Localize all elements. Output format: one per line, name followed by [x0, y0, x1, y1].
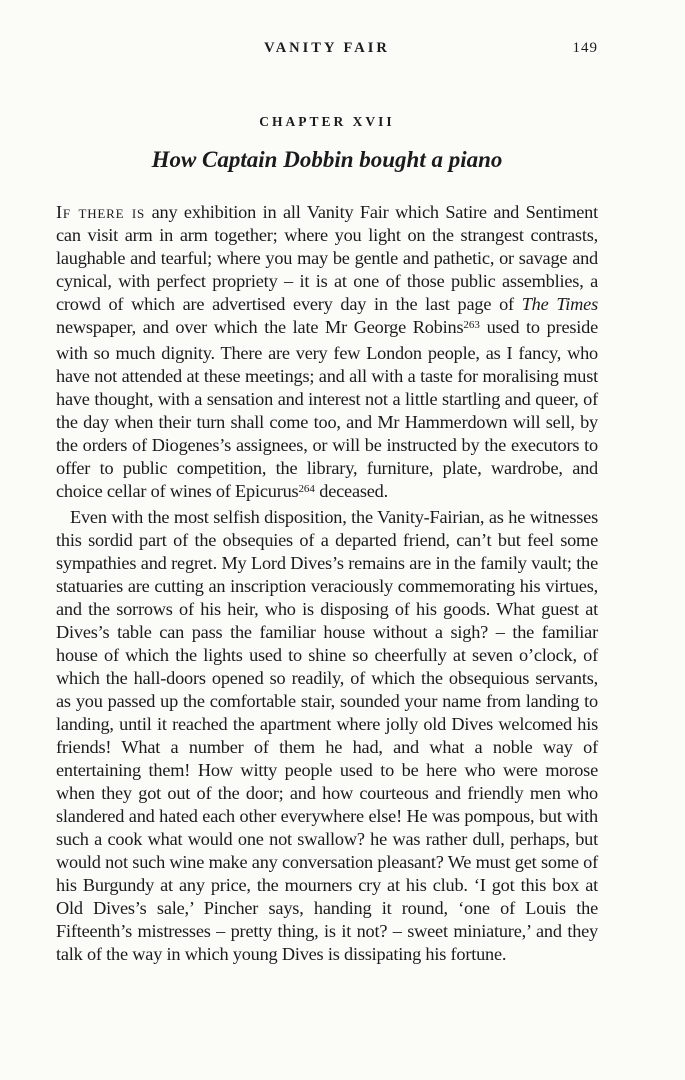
footnote-reference: 264 [298, 482, 315, 495]
text-segment: The Times [521, 294, 598, 314]
text-segment: Even with the most selfish disposition, the Vanity-Fairian, as he witnesses this sordid part of the obsequies of a departed friend, can’t but feel some sympathies and regret. My Lord Dives’s remains are in the family vault; the statuaries are cutting an inscription veraciously commemorating his virtues, and the sorrows of his heir, who is disposing of his goods. What guest at Dives’s table can pass the familiar house without a sigh? – the familiar house of which the lights used to shine so cheerfully at seven o’clock, of which the hall-doors opened so readily, of which the obsequious servants, as you passed up the comfortable stair, sounded your name from landing to landing, until it reached the apartment where jolly old Dives welcomed his friends! What a number of them he had, and what a noble way of entertaining them! How witty people used to be here who were morose when they got out of the door; and how courteous and friendly men who slandered and hated each other everywhere else! He was pompous, but with such a cook what would one not swallow? he was rather dull, perhaps, but would not such wine make any conversation pleasant? We must get some of his Burgundy at any price, the mourners cry at his club. ‘I got this box at Old Dives’s sale,’ Pincher says, handing it round, ‘one of Louis the Fifteenth’s mistresses – pretty thing, is it not? – sweet miniature,’ and they talk of the way in which young Dives is dissipating his fortune. [56, 507, 598, 964]
running-header [56, 40, 598, 60]
chapter-label: CHAPTER XVII [259, 114, 395, 129]
text-segment: any exhibition in all Vanity Fair which Satire and Sentiment can visit arm in arm together; where you light on the strangest contrasts, laughable and tearful; where you may be gentle and pathetic, or savage and cynical, with perfect propriety – it is at one of those public assemblies, a crowd of which are advertised every day in the last page of [56, 202, 598, 314]
body-text [56, 201, 598, 966]
chapter-title: How Captain Dobbin bought a piano [151, 147, 503, 172]
running-title: VANITY FAIR [264, 40, 390, 56]
footnote-reference: 263 [463, 318, 480, 331]
page-number: 149 [572, 40, 598, 56]
paragraph [56, 201, 598, 506]
text-segment: used to preside with so much dignity. There are very few London people, as I fancy, who have not attended at these meetings; and all with a taste for moralising must have thought, with a sensation and interest not a little startling and queer, of the day when their turn shall come too, and Mr Hammerdown will sell, by the orders of Diogenes’s assignees, or will be instructed by the executors to offer to public competition, the library, furniture, plate, wardrobe, and choice cellar of wines of Epicurus [56, 317, 599, 501]
text-segment: If there is [56, 202, 146, 222]
text-segment: newspaper, and over which the late Mr George Robins [56, 317, 464, 337]
text-segment: deceased. [314, 481, 388, 501]
paragraph [56, 506, 598, 966]
